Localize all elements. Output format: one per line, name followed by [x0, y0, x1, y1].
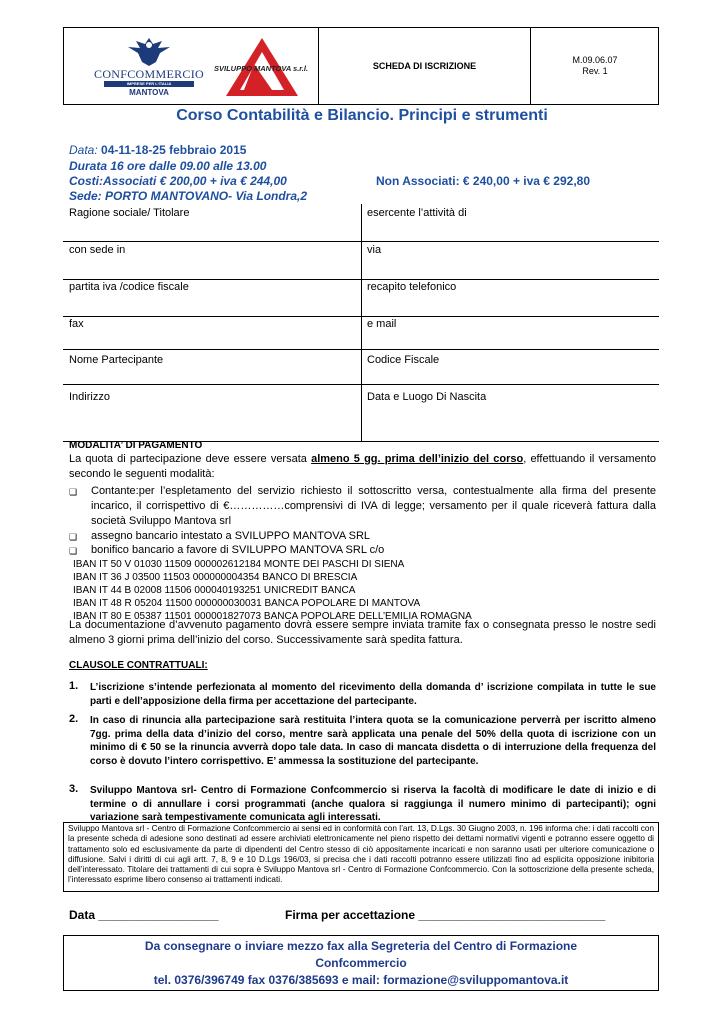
- field-fax[interactable]: fax: [69, 318, 84, 330]
- payment-heading: MODALITA’ DI PAGAMENTO: [69, 440, 203, 451]
- payment-option-cash: Contante:per l’espletamento del servizio richiesto il sottoscritto versa, contestualmente alla firma del presente incarico, il corrispettivo di €……………comprensivi di IVA di legge; versamento per il quale riceverà fattura dalla società Sviluppo Mantova srl: [91, 485, 656, 527]
- doc-info: [531, 28, 659, 104]
- date-signature-line[interactable]: Data __________________: [69, 908, 219, 922]
- iban-line: IBAN IT 44 B 02008 11506 000040193251 UNICREDIT BANCA: [73, 585, 356, 596]
- clause-number: 1.: [69, 680, 79, 692]
- sviluppo-mantova-logo: [214, 34, 316, 98]
- footer-line-2: Confcommercio: [315, 956, 407, 970]
- eagle-icon: [90, 36, 208, 68]
- payment-note: La documentazione d’avvenuto pagamento dovrà essere sempre inviata tramite fax o consegnata presso le nostre sedi almeno 3 giorni prima dell’inizio del corso. Successivamente sarà spedita fattura.: [69, 619, 656, 646]
- field-codice-fiscale[interactable]: Codice Fiscale: [367, 354, 440, 366]
- logo1-city: MANTOVA: [129, 88, 169, 97]
- course-venue: Sede: PORTO MANTOVANO- Via Londra,2: [69, 189, 308, 203]
- course-date: [69, 143, 246, 157]
- footer-box: [63, 935, 659, 991]
- iban-line: IBAN IT 80 E 05387 11501 000001827073 BANCA POPOLARE DELL’EMILIA ROMAGNA: [73, 611, 472, 622]
- doc-code: M.09.06.07: [572, 55, 618, 65]
- iban-line: IBAN IT 50 V 01030 11509 000002612184 MONTE DEI PASCHI DI SIENA: [73, 559, 405, 570]
- field-nascita[interactable]: Data e Luogo Di Nascita: [367, 391, 487, 403]
- field-attivita[interactable]: esercente l’attività di: [367, 207, 467, 219]
- clause-text: In caso di rinuncia alla partecipazione sarà restituita l’intera quota se la comunicazione perverrà per iscritto almeno 7gg. prima della data d’inizio del corso, mentre sarà applicata una penale del 50% della quota di iscrizione con un minimo di € 50 se la rinuncia avverrà dopo tale data. In caso di mancata disdetta o di interruzione della frequenza del corso è dovuto l’intero corrispettivo. E’ ammessa la sostituzione del partecipante.: [90, 715, 656, 767]
- clauses-heading: CLAUSOLE CONTRATTUALI:: [69, 660, 208, 671]
- clause-text: L’iscrizione s’intende perfezionata al momento del ricevimento della domanda d’ iscrizione compilata in tutte le sue parti e dell’apposizione della firma per accettazione del partecipante.: [90, 682, 656, 707]
- payment-deadline: almeno 5 gg. prima dell’inizio del corso: [311, 453, 524, 465]
- registration-form: [63, 204, 659, 442]
- field-via[interactable]: via: [367, 244, 382, 256]
- clause-text: Sviluppo Mantova srl- Centro di Formazione Confcommercio si riserva la facoltà di modificare le date di inizio e di termine o di annullare i corsi programmati (anche qualora si raggiunga il numero minimo di partecipanti); ogni variazione sarà tempestivamente comunicata agli interessati.: [90, 785, 656, 823]
- clause-number: 2.: [69, 713, 79, 725]
- footer-line-1: Da consegnare o inviare mezzo fax alla Segreteria del Centro di Formazione: [144, 939, 578, 953]
- field-telefono[interactable]: recapito telefonico: [367, 281, 457, 293]
- course-costs-non-associates: Non Associati: € 240,00 + iva € 292,80: [376, 174, 591, 188]
- date-value: 04-11-18-25 febbraio 2015: [101, 143, 247, 157]
- date-label: Data:: [69, 143, 98, 157]
- course-duration: Durata 16 ore dalle 09.00 alle 13.00: [69, 159, 267, 173]
- course-costs-associates: Costi:Associati € 200,00 + iva € 244,00: [69, 174, 287, 188]
- checkbox-icon[interactable]: ❏: [69, 487, 78, 497]
- privacy-notice: Sviluppo Mantova srl - Centro di Formazione Confcommercio ai sensi ed in conformità con l’art. 13, D.Lgs. 30 Giugno 2003, n. 196 informa che: i dati raccolti con la presente scheda di adesione sono destinati ad essere archiviati elettronicamente nel pieno rispetto dei dettami normativi vigenti e potranno essere oggetto di trattamento solo ed esclusivamente da parte di dipendenti del Centro stesso di ciò appositamente incaricati e non saranno usati per ulteriore comunicazione o diffusione. Salvi i diritti di cui agli artt. 7, 8, 9 e 10 D.Lgs 196/03, si precisa che i dati raccolti potranno essere utilizzati fino ad esplicita opposizione inibitoria dell’interessato. Titolare dei trattamenti di cui sopra è Sviluppo Mantova srl - Centro di Formazione Confcommercio. Con la sottoscrizione della presente scheda, l’interessato esprime libero consenso ai trattamenti indicati.: [63, 822, 659, 892]
- iban-line: IBAN IT 36 J 03500 11503 000000004354 BANCO DI BRESCIA: [73, 572, 358, 583]
- logos-cell: [64, 28, 319, 104]
- checkbox-icon[interactable]: ❏: [69, 546, 78, 556]
- field-ragione-sociale[interactable]: Ragione sociale/ Titolare: [69, 207, 190, 219]
- course-title: Corso Contabilità e Bilancio. Principi e strumenti: [176, 107, 548, 124]
- field-indirizzo[interactable]: Indirizzo: [69, 391, 110, 403]
- field-email[interactable]: e mail: [367, 318, 397, 330]
- acceptance-signature-line[interactable]: Firma per accettazione ____________________________: [285, 908, 606, 922]
- form-title: SCHEDA DI ISCRIZIONE: [319, 28, 531, 104]
- payment-option-transfer: bonifico bancario a favore di SVILUPPO MANTOVA SRL c/o: [91, 544, 385, 556]
- logo1-tagline: IMPRESE PER L'ITALIA: [104, 81, 194, 87]
- field-nome-partecipante[interactable]: Nome Partecipante: [69, 354, 164, 366]
- clause-number: 3.: [69, 783, 79, 795]
- footer-contacts: tel. 0376/396749 fax 0376/385693 e mail: formazione@sviluppomantova.it: [153, 973, 569, 987]
- header-table: [63, 27, 659, 105]
- field-partita-iva[interactable]: partita iva /codice fiscale: [69, 281, 189, 293]
- payment-option-cheque: assegno bancario intestato a SVILUPPO MANTOVA SRL: [91, 530, 371, 542]
- field-sede[interactable]: con sede in: [69, 244, 126, 256]
- logo1-name: CONFCOMMERCIO: [94, 67, 204, 81]
- checkbox-icon[interactable]: ❏: [69, 532, 78, 542]
- doc-revision: Rev. 1: [582, 66, 608, 76]
- confcommercio-logo: [90, 36, 208, 98]
- iban-line: IBAN IT 48 R 05204 11500 000000030031 BANCA POPOLARE DI MANTOVA: [73, 598, 421, 609]
- payment-intro: La quota di partecipazione deve essere versata almeno 5 gg. prima dell’inizio del corso, effettuando il versamento secondo le seguenti modalità:: [69, 453, 657, 480]
- logo2-name: SVILUPPO MANTOVA s.r.l.: [214, 64, 309, 73]
